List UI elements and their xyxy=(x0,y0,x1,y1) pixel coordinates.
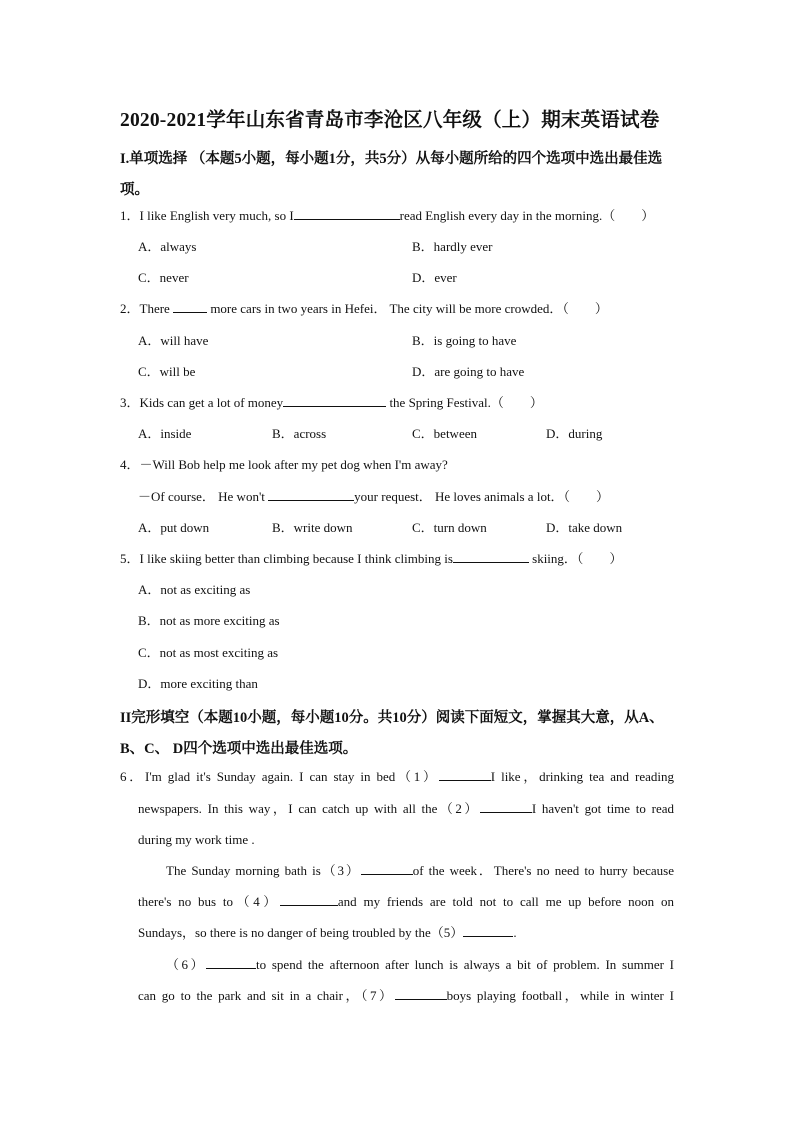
option-d: D．take down xyxy=(546,520,623,535)
answer-blank xyxy=(283,394,386,407)
question-2 xyxy=(120,300,608,318)
option-d: D．ever xyxy=(412,270,457,285)
question-1 xyxy=(120,207,654,225)
passage-text: to spend the afternoon after lunch is always a bit of problem. In summer I xyxy=(256,957,674,972)
section-2-heading: II完形填空（本题10小题，每小题10分。共10分）阅读下面短文，掌握其大意，从A、 xyxy=(120,710,664,726)
option-a: A．always xyxy=(138,239,197,254)
passage-text: I haven't got time to read xyxy=(531,801,674,816)
passage-line xyxy=(166,862,674,880)
question-3-text-end: the Spring Festival.（ ） xyxy=(386,395,543,410)
question-5-text-end: skiing．（ ） xyxy=(528,551,623,566)
question-2-text: 2．There xyxy=(120,301,170,316)
option-c: C．not as most exciting as xyxy=(138,645,279,660)
passage-text: newspapers. In this way，I can catch up with all the（2） xyxy=(138,801,480,816)
question-3-text: 3．Kids can get a lot of money xyxy=(120,395,284,410)
question-3 xyxy=(120,394,543,412)
option-b: B．is going to have xyxy=(412,333,517,348)
passage-text: 6．I'm glad it's Sunday again. I can stay in bed（1） xyxy=(120,769,439,784)
option-c: C．turn down xyxy=(412,520,487,535)
option-b: B．hardly ever xyxy=(412,239,493,254)
passage-line xyxy=(138,893,674,911)
question-1-text-end: read English every day in the morning.（ ） xyxy=(399,208,655,223)
option-b: B．across xyxy=(272,426,327,441)
option-a: A．put down xyxy=(138,520,210,535)
section-2-heading-cont: B、C、 D四个选项中选出最佳选项。 xyxy=(120,741,358,757)
passage-text: of the week．There's no need to hurry because xyxy=(412,863,674,878)
passage-text: can go to the park and sit in a chair，（7） xyxy=(138,988,395,1003)
passage-text: （6） xyxy=(166,957,206,972)
question-5-text: 5．I like skiing better than climbing because I think climbing is xyxy=(120,551,453,566)
passage-line xyxy=(138,987,674,1005)
question-1-text: 1．I like English very much, so I xyxy=(120,208,294,223)
answer-blank xyxy=(268,488,354,501)
passage-line xyxy=(138,800,674,818)
passage-line: during my work time . xyxy=(138,832,255,847)
option-c: C．never xyxy=(138,270,189,285)
question-4-text: －Of course． He won't xyxy=(138,489,265,504)
passage-text: I like，drinking tea and reading xyxy=(490,769,674,784)
section-1-heading: I.单项选择 （本题5小题，每小题1分，共5分）从每小题所给的四个选项中选出最佳选 xyxy=(120,151,663,167)
answer-blank xyxy=(294,207,400,220)
passage-text: there's no bus to（4） xyxy=(138,894,280,909)
option-b: B．not as more exciting as xyxy=(138,613,280,628)
section-1-heading-cont: 项。 xyxy=(120,182,149,198)
question-5 xyxy=(120,550,622,568)
question-2-text-end: more cars in two years in Hefei． The city will be more crowded．（ ） xyxy=(210,301,608,316)
option-d: D．during xyxy=(546,426,603,441)
option-c: C．between xyxy=(412,426,477,441)
option-c: C．will be xyxy=(138,364,196,379)
option-d: D．are going to have xyxy=(412,364,525,379)
passage-text: boys playing football，while in winter I xyxy=(446,988,674,1003)
answer-blank xyxy=(395,987,447,1000)
option-a: A．will have xyxy=(138,333,209,348)
passage-text: Sundays，so there is no danger of being troubled by the（5） xyxy=(138,925,464,940)
answer-blank xyxy=(439,768,491,781)
answer-blank xyxy=(206,956,256,969)
answer-blank xyxy=(173,300,207,313)
passage-line xyxy=(138,924,517,942)
question-4-reply xyxy=(138,488,609,506)
answer-blank xyxy=(361,862,413,875)
passage-line xyxy=(120,768,674,786)
answer-blank xyxy=(480,800,532,813)
question-4-text-end: your request． He loves animals a lot．（ ） xyxy=(354,489,610,504)
question-4: 4．－Will Bob help me look after my pet dog when I'm away? xyxy=(120,457,448,472)
answer-blank xyxy=(453,550,529,563)
passage-text: and my friends are told not to call me up before noon on xyxy=(337,894,674,909)
passage-text: The Sunday morning bath is（3） xyxy=(166,863,361,878)
option-a: A．not as exciting as xyxy=(138,582,251,597)
passage-line xyxy=(166,956,674,974)
passage-text: . xyxy=(513,925,517,940)
answer-blank xyxy=(463,924,513,937)
option-a: A．inside xyxy=(138,426,192,441)
exam-title: 2020-2021学年山东省青岛市李沧区八年级（上）期末英语试卷 xyxy=(120,110,660,131)
option-d: D．more exciting than xyxy=(138,676,258,691)
answer-blank xyxy=(280,893,338,906)
option-b: B．write down xyxy=(272,520,353,535)
